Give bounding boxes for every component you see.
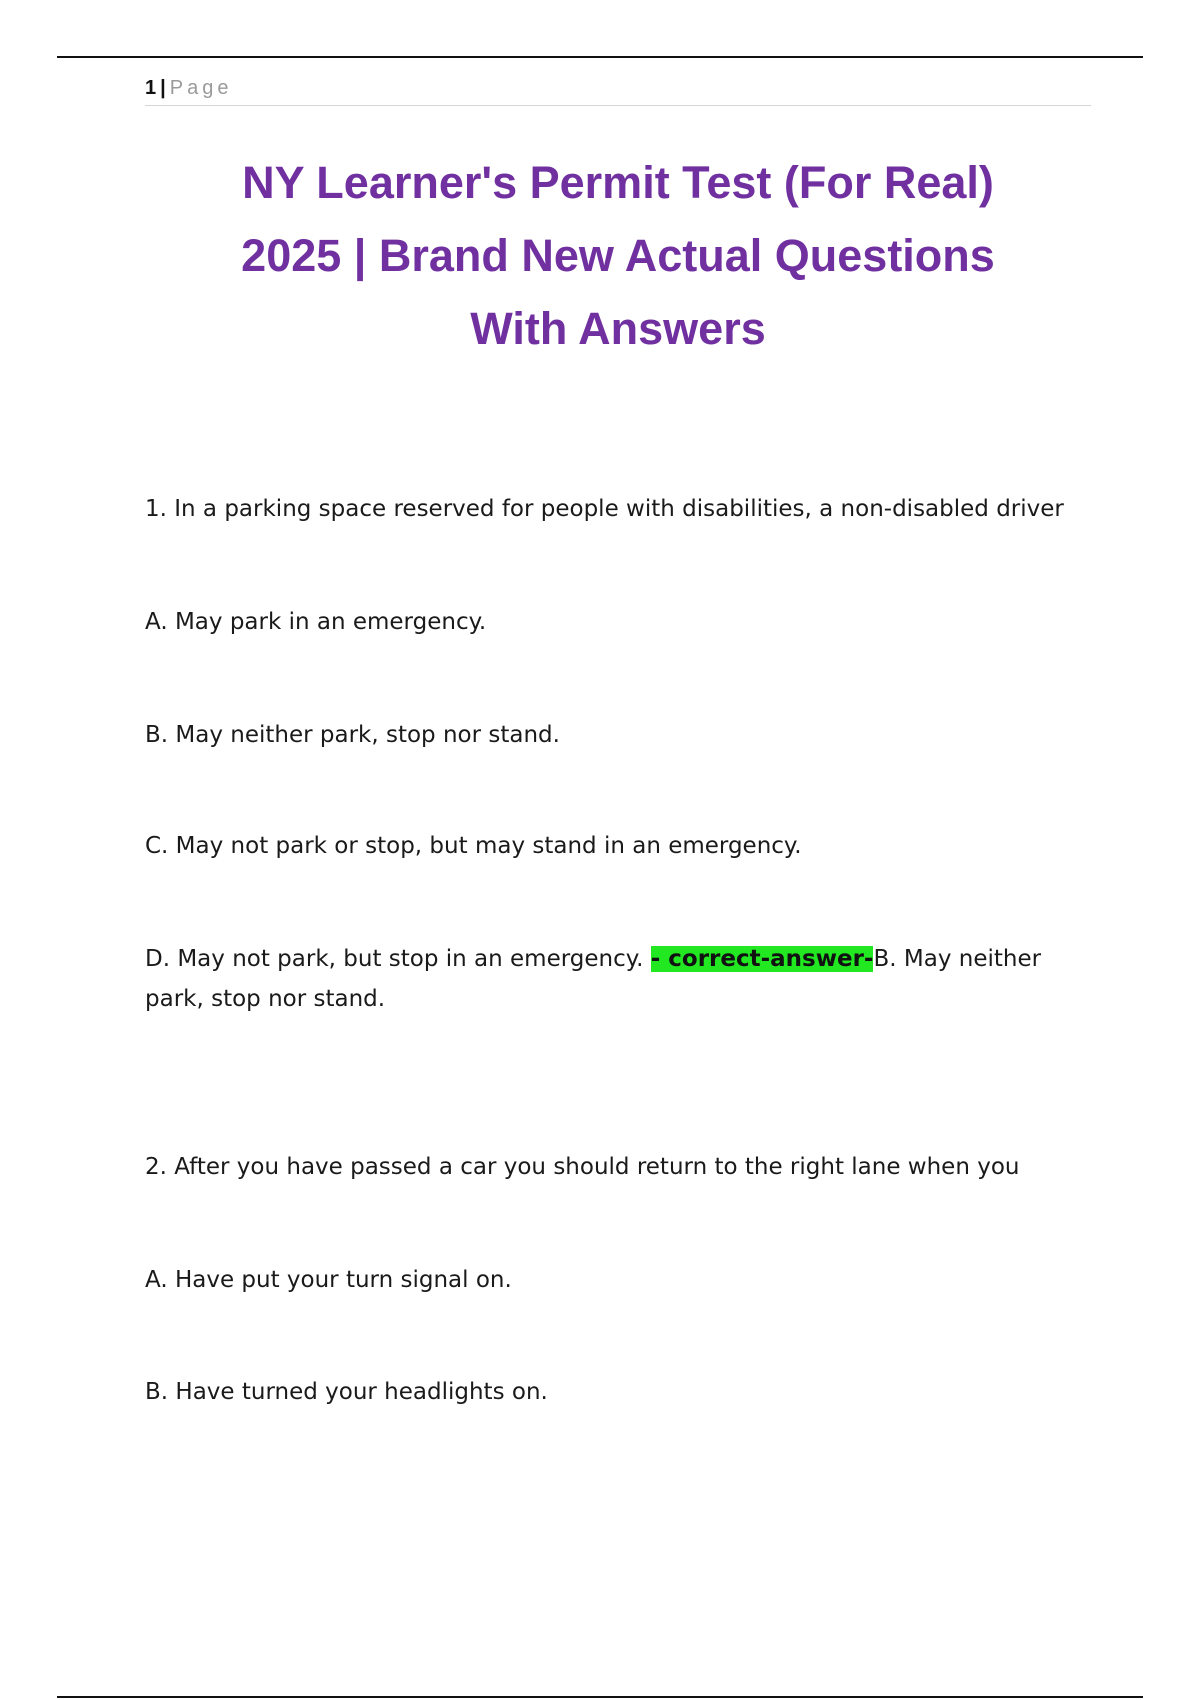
- top-rule: [57, 56, 1143, 58]
- title-line-3: With Answers: [470, 303, 766, 354]
- question-1-option-a: A. May park in an emergency.: [145, 609, 487, 635]
- question-1-text: 1. In a parking space reserved for people with disabilities, a non-disabled driver: [145, 496, 1064, 522]
- page-separator: |: [160, 77, 166, 99]
- question-2-option-a: A. Have put your turn signal on.: [145, 1267, 512, 1293]
- page-number: 1: [145, 77, 157, 99]
- question-1-option-b: B. May neither park, stop nor stand.: [145, 722, 560, 748]
- correct-answer-text: B. May neither park, stop nor stand.: [145, 946, 1042, 1012]
- question-1-option-c: C. May not park or stop, but may stand in an emergency.: [145, 833, 802, 859]
- title-line-2: 2025 | Brand New Actual Questions: [241, 230, 995, 281]
- document-title: [145, 146, 1091, 365]
- correct-answer-highlight: - correct-answer-: [650, 946, 874, 972]
- question-2-option-b: B. Have turned your headlights on.: [145, 1379, 548, 1405]
- question-1-option-d: [145, 939, 1095, 1019]
- page-label: Page: [169, 77, 233, 99]
- bottom-rule: [57, 1696, 1143, 1698]
- option-d-text: D. May not park, but stop in an emergency.: [145, 946, 651, 972]
- title-line-1: NY Learner's Permit Test (For Real): [242, 157, 994, 208]
- page-header: [145, 75, 1091, 106]
- question-2-text: 2. After you have passed a car you should return to the right lane when you: [145, 1154, 1020, 1180]
